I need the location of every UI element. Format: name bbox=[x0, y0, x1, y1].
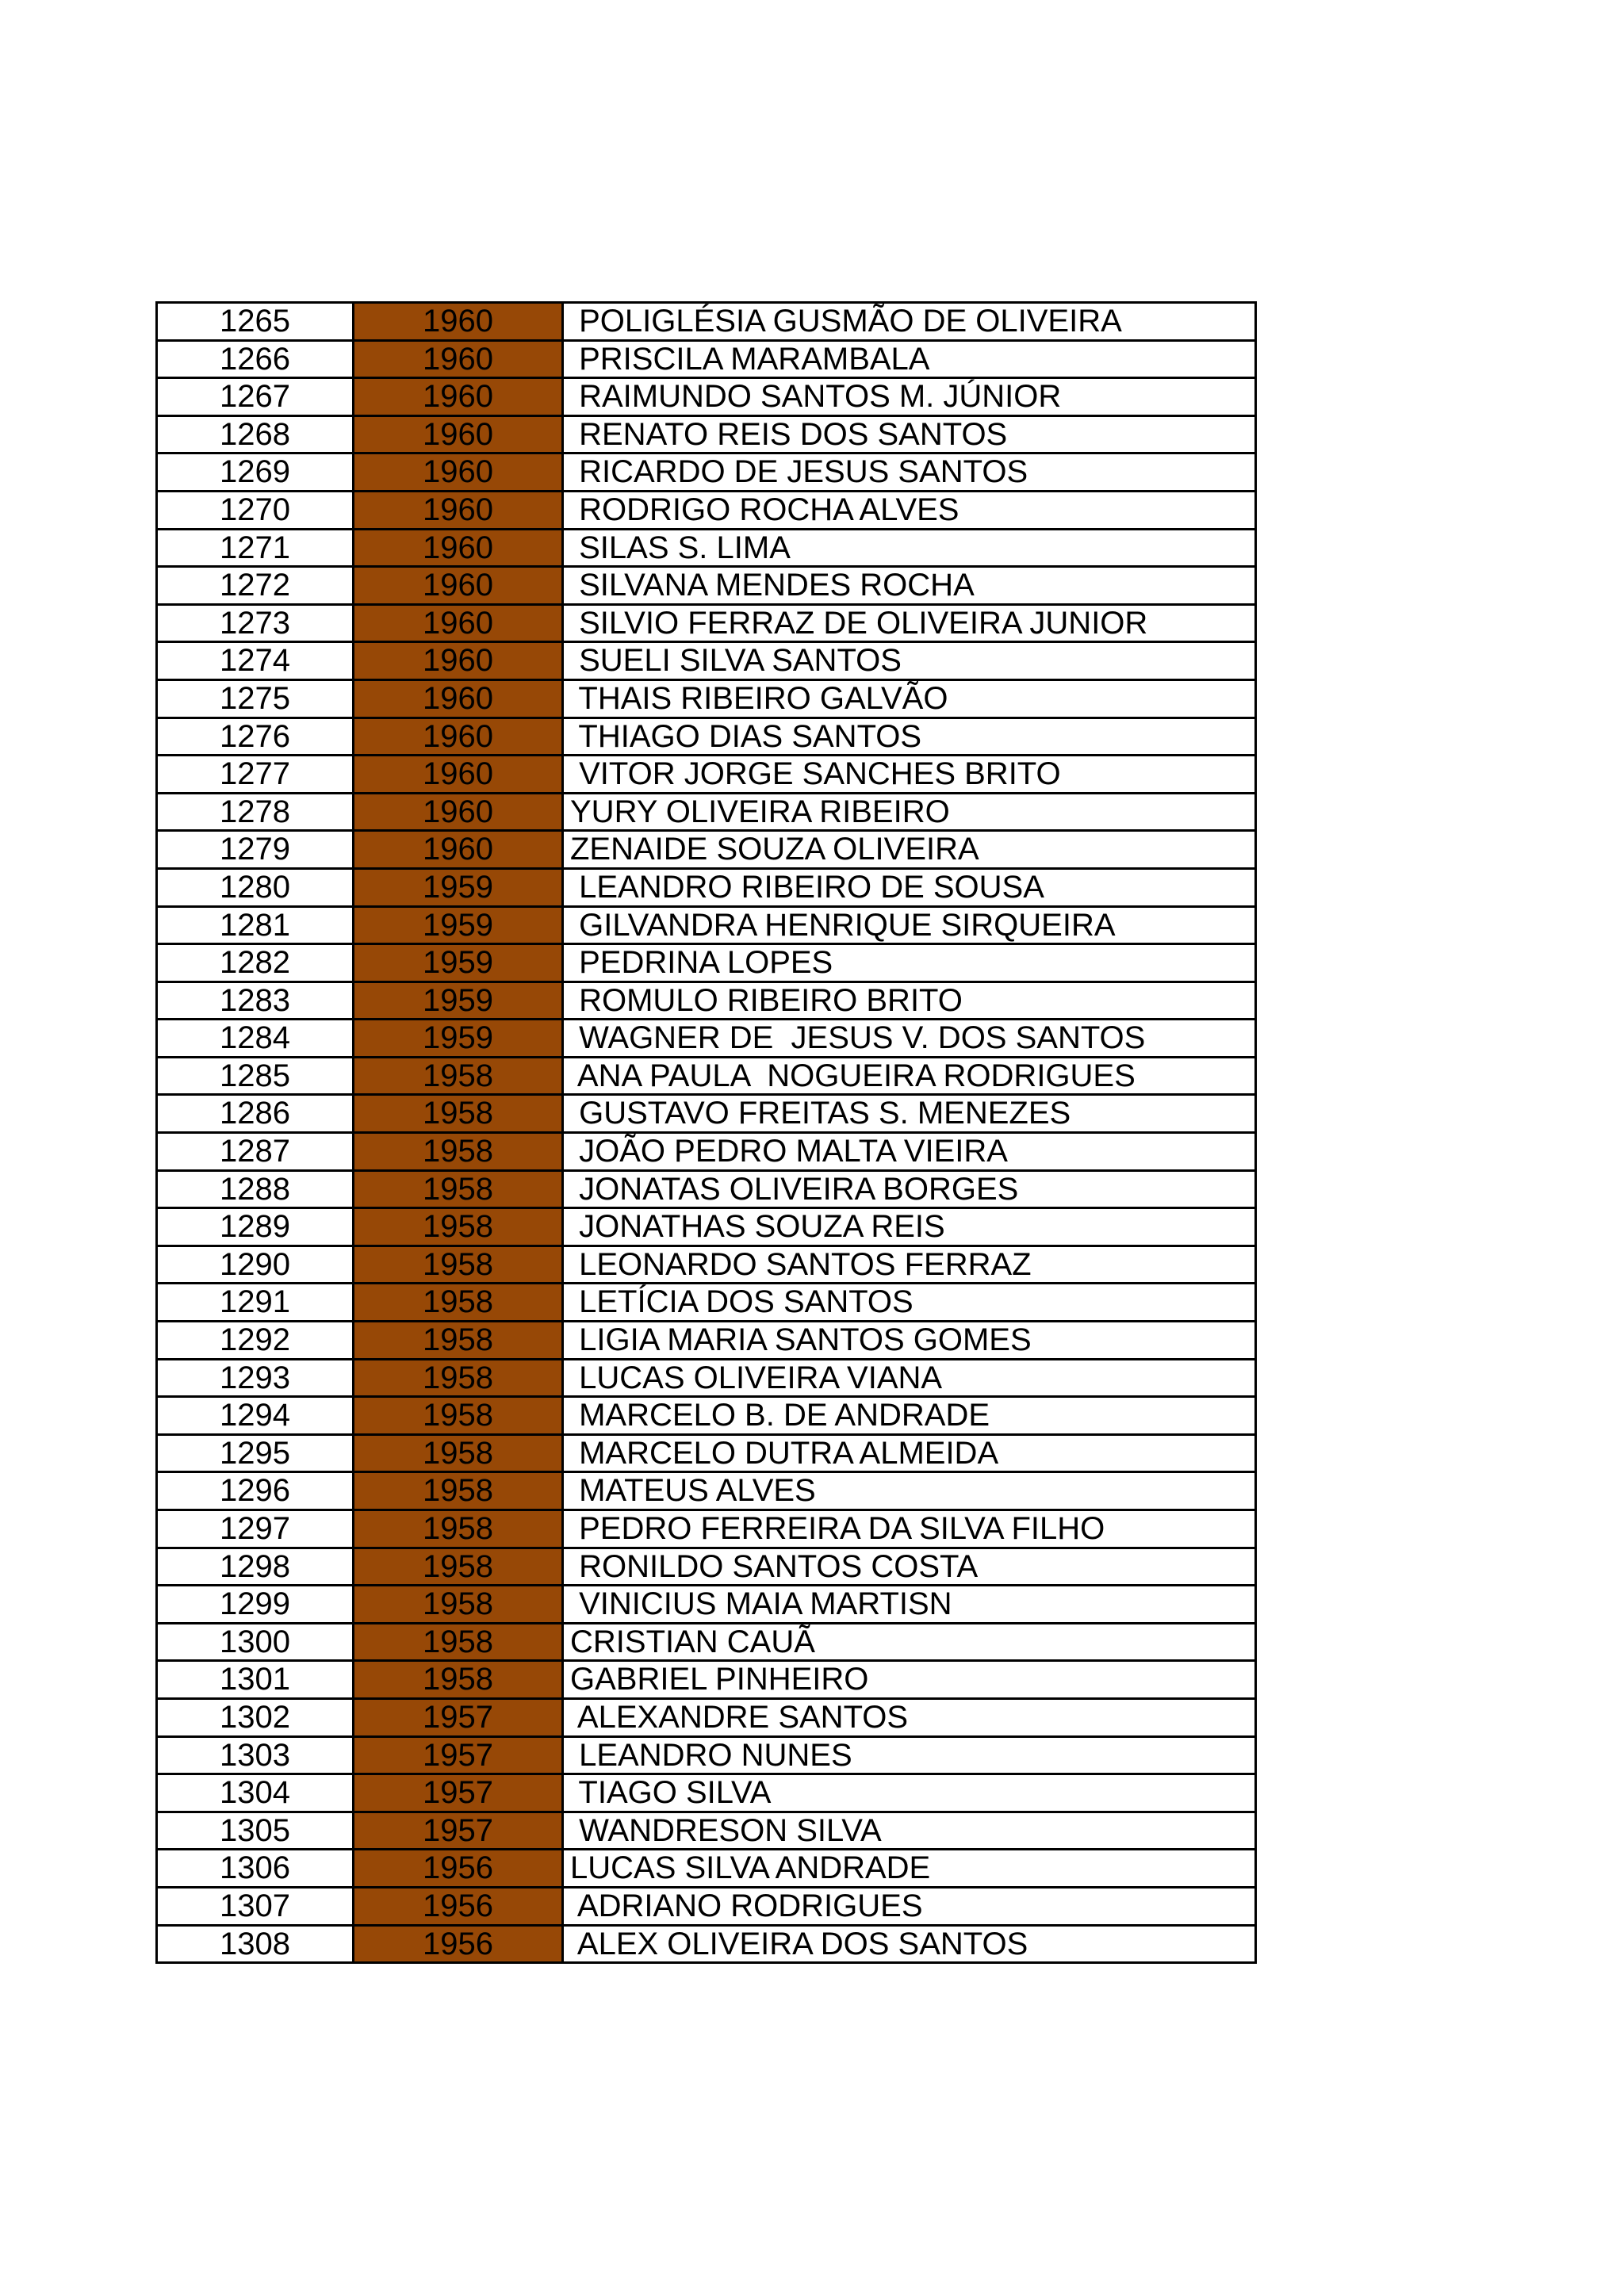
row-number-cell: 1269 bbox=[158, 454, 354, 490]
table-row bbox=[158, 1398, 1257, 1436]
row-number-cell: 1308 bbox=[158, 1927, 354, 1962]
table-row bbox=[158, 983, 1257, 1021]
year-cell: 1959 bbox=[354, 908, 564, 943]
row-number-cell: 1274 bbox=[158, 643, 354, 679]
name-cell: POLIGLÉSIA GUSMÃO DE OLIVEIRA bbox=[564, 304, 1257, 339]
year-cell: 1957 bbox=[354, 1700, 564, 1735]
year-cell: 1960 bbox=[354, 681, 564, 717]
year-cell: 1958 bbox=[354, 1473, 564, 1509]
year-cell: 1958 bbox=[354, 1511, 564, 1547]
name-cell: SILVIO FERRAZ DE OLIVEIRA JUNIOR bbox=[564, 606, 1257, 641]
year-cell: 1958 bbox=[354, 1172, 564, 1207]
name-cell: SILVANA MENDES ROCHA bbox=[564, 568, 1257, 603]
name-cell: MARCELO DUTRA ALMEIDA bbox=[564, 1436, 1257, 1471]
name-cell: TIAGO SILVA bbox=[564, 1775, 1257, 1811]
table-row bbox=[158, 832, 1257, 870]
year-cell: 1958 bbox=[354, 1322, 564, 1358]
table-row bbox=[158, 1209, 1257, 1247]
year-cell: 1956 bbox=[354, 1850, 564, 1886]
table-row bbox=[158, 1511, 1257, 1549]
table-row bbox=[158, 794, 1257, 832]
row-number-cell: 1277 bbox=[158, 756, 354, 792]
table-row bbox=[158, 1473, 1257, 1511]
row-number-cell: 1306 bbox=[158, 1850, 354, 1886]
name-cell: SILAS S. LIMA bbox=[564, 530, 1257, 566]
year-cell: 1958 bbox=[354, 1247, 564, 1283]
name-cell: RONILDO SANTOS COSTA bbox=[564, 1549, 1257, 1585]
table-row bbox=[158, 1888, 1257, 1927]
year-cell: 1958 bbox=[354, 1284, 564, 1320]
year-cell: 1958 bbox=[354, 1624, 564, 1660]
year-cell: 1958 bbox=[354, 1549, 564, 1585]
name-cell: MATEUS ALVES bbox=[564, 1473, 1257, 1509]
table-row bbox=[158, 908, 1257, 946]
row-number-cell: 1296 bbox=[158, 1473, 354, 1509]
name-cell: LEANDRO RIBEIRO DE SOUSA bbox=[564, 870, 1257, 905]
name-cell: LUCAS SILVA ANDRADE bbox=[564, 1850, 1257, 1886]
name-cell: GILVANDRA HENRIQUE SIRQUEIRA bbox=[564, 908, 1257, 943]
year-cell: 1960 bbox=[354, 492, 564, 528]
table-row bbox=[158, 1284, 1257, 1322]
year-cell: 1960 bbox=[354, 304, 564, 339]
name-cell: PEDRINA LOPES bbox=[564, 945, 1257, 981]
row-number-cell: 1300 bbox=[158, 1624, 354, 1660]
row-number-cell: 1301 bbox=[158, 1662, 354, 1697]
row-number-cell: 1291 bbox=[158, 1284, 354, 1320]
name-cell: ADRIANO RODRIGUES bbox=[564, 1888, 1257, 1924]
name-cell: JOÃO PEDRO MALTA VIEIRA bbox=[564, 1134, 1257, 1169]
name-cell: ANA PAULA NOGUEIRA RODRIGUES bbox=[564, 1058, 1257, 1094]
table-row bbox=[158, 1360, 1257, 1399]
table-row bbox=[158, 417, 1257, 455]
name-cell: ALEX OLIVEIRA DOS SANTOS bbox=[564, 1927, 1257, 1962]
table-row bbox=[158, 1058, 1257, 1096]
name-cell: LEONARDO SANTOS FERRAZ bbox=[564, 1247, 1257, 1283]
name-cell: THIAGO DIAS SANTOS bbox=[564, 719, 1257, 755]
table-row bbox=[158, 719, 1257, 757]
row-number-cell: 1292 bbox=[158, 1322, 354, 1358]
name-cell: SUELI SILVA SANTOS bbox=[564, 643, 1257, 679]
name-cell: WANDRESON SILVA bbox=[564, 1813, 1257, 1849]
name-cell: THAIS RIBEIRO GALVÃO bbox=[564, 681, 1257, 717]
year-cell: 1958 bbox=[354, 1360, 564, 1396]
row-number-cell: 1284 bbox=[158, 1020, 354, 1056]
year-cell: 1960 bbox=[354, 379, 564, 415]
year-cell: 1956 bbox=[354, 1927, 564, 1962]
name-cell: RICARDO DE JESUS SANTOS bbox=[564, 454, 1257, 490]
name-cell: ROMULO RIBEIRO BRITO bbox=[564, 983, 1257, 1019]
table-row bbox=[158, 1586, 1257, 1624]
row-number-cell: 1299 bbox=[158, 1586, 354, 1622]
table-row bbox=[158, 756, 1257, 794]
row-number-cell: 1270 bbox=[158, 492, 354, 528]
name-cell: GUSTAVO FREITAS S. MENEZES bbox=[564, 1096, 1257, 1131]
row-number-cell: 1293 bbox=[158, 1360, 354, 1396]
row-number-cell: 1276 bbox=[158, 719, 354, 755]
year-cell: 1956 bbox=[354, 1888, 564, 1924]
row-number-cell: 1294 bbox=[158, 1398, 354, 1433]
year-cell: 1960 bbox=[354, 794, 564, 830]
name-cell: WAGNER DE JESUS V. DOS SANTOS bbox=[564, 1020, 1257, 1056]
table-row bbox=[158, 1700, 1257, 1738]
row-number-cell: 1290 bbox=[158, 1247, 354, 1283]
table-row bbox=[158, 1436, 1257, 1474]
row-number-cell: 1265 bbox=[158, 304, 354, 339]
year-cell: 1958 bbox=[354, 1134, 564, 1169]
table-row bbox=[158, 606, 1257, 644]
table-row bbox=[158, 1775, 1257, 1813]
table-row bbox=[158, 643, 1257, 681]
name-cell: JONATHAS SOUZA REIS bbox=[564, 1209, 1257, 1245]
table-row bbox=[158, 492, 1257, 530]
name-cell: GABRIEL PINHEIRO bbox=[564, 1662, 1257, 1697]
table-row bbox=[158, 1020, 1257, 1058]
name-cell: RAIMUNDO SANTOS M. JÚNIOR bbox=[564, 379, 1257, 415]
row-number-cell: 1302 bbox=[158, 1700, 354, 1735]
table-row bbox=[158, 1662, 1257, 1700]
table-row bbox=[158, 1813, 1257, 1851]
row-number-cell: 1271 bbox=[158, 530, 354, 566]
year-cell: 1957 bbox=[354, 1775, 564, 1811]
row-number-cell: 1267 bbox=[158, 379, 354, 415]
table-row bbox=[158, 1134, 1257, 1172]
row-number-cell: 1305 bbox=[158, 1813, 354, 1849]
row-number-cell: 1273 bbox=[158, 606, 354, 641]
name-cell: LUCAS OLIVEIRA VIANA bbox=[564, 1360, 1257, 1396]
table-row bbox=[158, 342, 1257, 380]
table-row bbox=[158, 1624, 1257, 1663]
name-cell: CRISTIAN CAUÃ bbox=[564, 1624, 1257, 1660]
name-cell: YURY OLIVEIRA RIBEIRO bbox=[564, 794, 1257, 830]
name-cell: PEDRO FERREIRA DA SILVA FILHO bbox=[564, 1511, 1257, 1547]
year-cell: 1957 bbox=[354, 1738, 564, 1774]
year-cell: 1960 bbox=[354, 719, 564, 755]
table-row bbox=[158, 681, 1257, 719]
table-row bbox=[158, 1738, 1257, 1776]
table-row bbox=[158, 1850, 1257, 1888]
row-number-cell: 1304 bbox=[158, 1775, 354, 1811]
row-number-cell: 1279 bbox=[158, 832, 354, 867]
table-row bbox=[158, 304, 1257, 342]
year-cell: 1958 bbox=[354, 1586, 564, 1622]
year-cell: 1958 bbox=[354, 1398, 564, 1433]
name-cell: JONATAS OLIVEIRA BORGES bbox=[564, 1172, 1257, 1207]
row-number-cell: 1275 bbox=[158, 681, 354, 717]
name-cell: LEANDRO NUNES bbox=[564, 1738, 1257, 1774]
year-cell: 1960 bbox=[354, 530, 564, 566]
year-cell: 1960 bbox=[354, 342, 564, 377]
year-cell: 1960 bbox=[354, 417, 564, 453]
row-number-cell: 1268 bbox=[158, 417, 354, 453]
year-cell: 1958 bbox=[354, 1096, 564, 1131]
table-row bbox=[158, 379, 1257, 417]
row-number-cell: 1281 bbox=[158, 908, 354, 943]
year-cell: 1960 bbox=[354, 568, 564, 603]
table-row bbox=[158, 1172, 1257, 1210]
name-cell: RENATO REIS DOS SANTOS bbox=[564, 417, 1257, 453]
row-number-cell: 1286 bbox=[158, 1096, 354, 1131]
name-cell: VINICIUS MAIA MARTISN bbox=[564, 1586, 1257, 1622]
name-cell: VITOR JORGE SANCHES BRITO bbox=[564, 756, 1257, 792]
row-number-cell: 1272 bbox=[158, 568, 354, 603]
year-cell: 1960 bbox=[354, 832, 564, 867]
table-row bbox=[158, 1247, 1257, 1285]
table-row bbox=[158, 945, 1257, 983]
row-number-cell: 1285 bbox=[158, 1058, 354, 1094]
year-cell: 1960 bbox=[354, 643, 564, 679]
year-cell: 1959 bbox=[354, 870, 564, 905]
row-number-cell: 1298 bbox=[158, 1549, 354, 1585]
year-cell: 1960 bbox=[354, 454, 564, 490]
row-number-cell: 1307 bbox=[158, 1888, 354, 1924]
row-number-cell: 1280 bbox=[158, 870, 354, 905]
year-cell: 1957 bbox=[354, 1813, 564, 1849]
table-row bbox=[158, 1322, 1257, 1360]
table-row bbox=[158, 530, 1257, 568]
year-cell: 1959 bbox=[354, 983, 564, 1019]
name-cell: ZENAIDE SOUZA OLIVEIRA bbox=[564, 832, 1257, 867]
table-row bbox=[158, 870, 1257, 908]
year-cell: 1959 bbox=[354, 1020, 564, 1056]
name-cell: RODRIGO ROCHA ALVES bbox=[564, 492, 1257, 528]
table-row bbox=[158, 454, 1257, 492]
table-row bbox=[158, 1549, 1257, 1587]
table-row bbox=[158, 1927, 1257, 1965]
year-cell: 1958 bbox=[354, 1209, 564, 1245]
row-number-cell: 1283 bbox=[158, 983, 354, 1019]
name-cell: PRISCILA MARAMBALA bbox=[564, 342, 1257, 377]
row-number-cell: 1295 bbox=[158, 1436, 354, 1471]
name-cell: LIGIA MARIA SANTOS GOMES bbox=[564, 1322, 1257, 1358]
row-number-cell: 1289 bbox=[158, 1209, 354, 1245]
table-row bbox=[158, 1096, 1257, 1134]
row-number-cell: 1266 bbox=[158, 342, 354, 377]
row-number-cell: 1282 bbox=[158, 945, 354, 981]
row-number-cell: 1288 bbox=[158, 1172, 354, 1207]
year-cell: 1959 bbox=[354, 945, 564, 981]
row-number-cell: 1278 bbox=[158, 794, 354, 830]
year-cell: 1958 bbox=[354, 1436, 564, 1471]
name-cell: MARCELO B. DE ANDRADE bbox=[564, 1398, 1257, 1433]
year-cell: 1960 bbox=[354, 606, 564, 641]
table-row bbox=[158, 568, 1257, 606]
year-cell: 1960 bbox=[354, 756, 564, 792]
row-number-cell: 1303 bbox=[158, 1738, 354, 1774]
row-number-cell: 1287 bbox=[158, 1134, 354, 1169]
name-cell: LETÍCIA DOS SANTOS bbox=[564, 1284, 1257, 1320]
data-table bbox=[155, 301, 1257, 1964]
name-cell: ALEXANDRE SANTOS bbox=[564, 1700, 1257, 1735]
year-cell: 1958 bbox=[354, 1058, 564, 1094]
year-cell: 1958 bbox=[354, 1662, 564, 1697]
row-number-cell: 1297 bbox=[158, 1511, 354, 1547]
